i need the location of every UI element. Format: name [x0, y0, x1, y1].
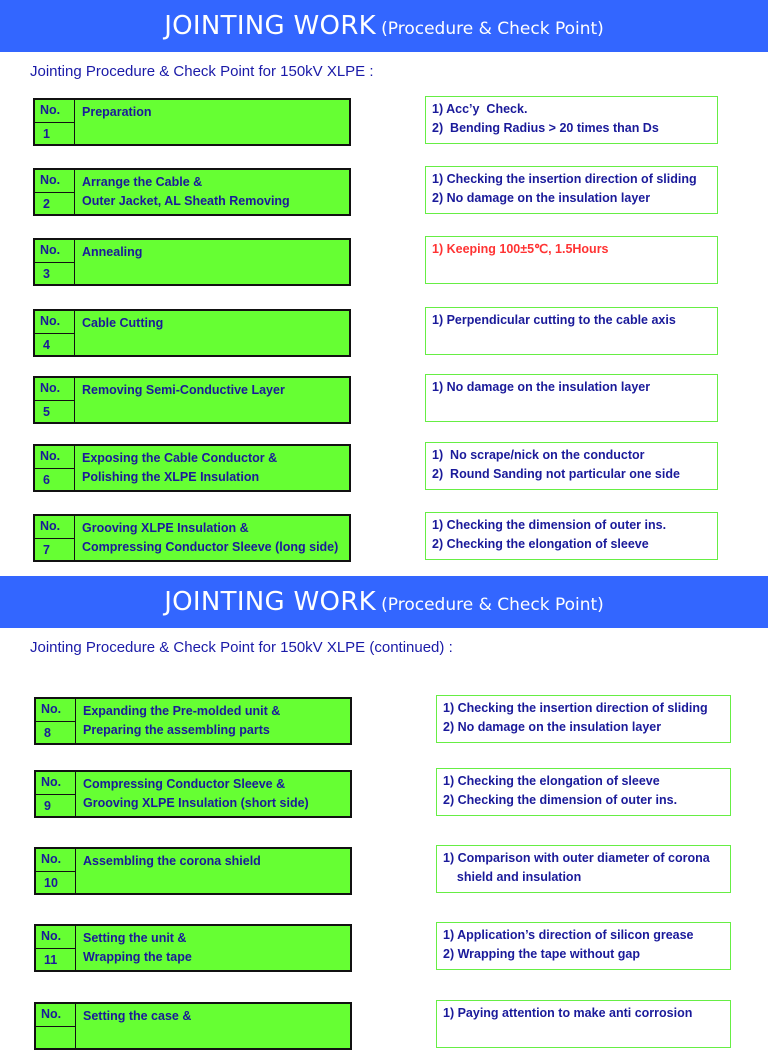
- step-title: [82, 103, 151, 122]
- slide-1-title-sub: (Procedure & Check Point): [381, 19, 604, 39]
- step-number: 4: [43, 338, 50, 352]
- slide-2-title-banner: [0, 576, 768, 628]
- check-point-line: shield and insulation: [443, 870, 582, 884]
- check-point-line: 2) Checking the dimension of outer ins.: [443, 793, 678, 807]
- step-title-line: Polishing the XLPE Insulation: [82, 470, 260, 484]
- check-point-line: 1) Application’s direction of silicon grease: [443, 928, 694, 942]
- step-title-line: Grooving XLPE Insulation (short side): [83, 796, 309, 810]
- check-point-line: 1) No damage on the insulation layer: [432, 380, 651, 394]
- step-number: 10: [44, 876, 58, 890]
- step-title-line: Expanding the Pre-molded unit &: [83, 704, 281, 718]
- slide-1-title-banner: [0, 0, 768, 52]
- slide-2-title-sub: (Procedure & Check Point): [381, 595, 604, 615]
- step-title: [83, 702, 280, 740]
- step-box: [34, 697, 352, 745]
- step-number: 5: [43, 405, 50, 419]
- step-title-line: Removing Semi-Conductive Layer: [82, 383, 285, 397]
- slide-2: [0, 576, 768, 1024]
- check-point-line: 2) No damage on the insulation layer: [432, 191, 651, 205]
- step-title-line: Preparing the assembling parts: [83, 723, 270, 737]
- step-box: [33, 444, 351, 492]
- step-box: [34, 847, 352, 895]
- check-point-line: 1) Checking the dimension of outer ins.: [432, 518, 667, 532]
- step-title-line: Setting the unit &: [83, 931, 187, 945]
- slide-2-title: JOINTING WORK: [164, 587, 377, 617]
- step-title-line: Setting the case &: [83, 1009, 192, 1023]
- step-no-label: No.: [41, 929, 62, 943]
- step-title-line: Compressing Conductor Sleeve &: [83, 777, 286, 791]
- step-number: 6: [43, 473, 50, 487]
- check-point-line: 1) No scrape/nick on the conductor: [432, 448, 645, 462]
- check-point-line: 1) Checking the insertion direction of sliding: [443, 701, 708, 715]
- step-number: 2: [43, 197, 50, 211]
- step-title: [83, 852, 261, 871]
- check-point-box: [436, 1000, 731, 1048]
- step-box: [33, 309, 351, 357]
- step-title-line: Wrapping the tape: [83, 950, 192, 964]
- check-point-line: 2) Checking the elongation of sleeve: [432, 537, 649, 551]
- step-title: [82, 449, 277, 487]
- step-box: [33, 514, 351, 562]
- step-number: 3: [43, 267, 50, 281]
- step-box: [34, 770, 352, 818]
- step-no-label: No.: [41, 1007, 62, 1021]
- slide-1-title: JOINTING WORK: [164, 11, 377, 41]
- step-number: 9: [44, 799, 51, 813]
- step-no-label: No.: [41, 775, 62, 789]
- step-box: [34, 924, 352, 972]
- step-title-line: Annealing: [82, 245, 143, 259]
- step-title-line: Assembling the corona shield: [83, 854, 261, 868]
- check-point-line: 1) Perpendicular cutting to the cable axis: [432, 313, 676, 327]
- check-point-box: [425, 236, 718, 284]
- step-title: [82, 381, 285, 400]
- check-point-box: [425, 166, 718, 214]
- check-point-box: [436, 922, 731, 970]
- step-title: [82, 314, 163, 333]
- check-point-line: 1) Acc’y Check.: [432, 102, 528, 116]
- step-no-label: No.: [40, 519, 61, 533]
- step-no-label: No.: [40, 449, 61, 463]
- step-number: 8: [44, 726, 51, 740]
- check-point-line: 2) Round Sanding not particular one side: [432, 467, 680, 481]
- check-point-box: [436, 768, 731, 816]
- step-number: 7: [43, 543, 50, 557]
- check-point-line: 2) No damage on the insulation layer: [443, 720, 662, 734]
- step-title: [83, 1007, 191, 1026]
- step-box: [33, 168, 351, 216]
- step-title-line: Exposing the Cable Conductor &: [82, 451, 278, 465]
- step-box: [33, 238, 351, 286]
- step-title-line: Outer Jacket, AL Sheath Removing: [82, 194, 290, 208]
- check-point-line: 1) Keeping 100±5℃, 1.5Hours: [432, 242, 609, 256]
- check-point-line: 1) Checking the elongation of sleeve: [443, 774, 660, 788]
- step-title: [82, 173, 290, 211]
- step-title-line: Cable Cutting: [82, 316, 164, 330]
- step-box: [34, 1002, 352, 1050]
- check-point-box: [436, 695, 731, 743]
- slide-1-subtitle: Jointing Procedure & Check Point for 150kV XLPE :: [30, 63, 374, 80]
- check-point-line: 2) Wrapping the tape without gap: [443, 947, 640, 961]
- check-point-box: [425, 442, 718, 490]
- step-no-label: No.: [40, 103, 61, 117]
- step-no-label: No.: [41, 852, 62, 866]
- step-title-line: Arrange the Cable &: [82, 175, 203, 189]
- check-point-line: 1) Paying attention to make anti corrosion: [443, 1006, 693, 1020]
- step-box: [33, 376, 351, 424]
- check-point-box: [425, 307, 718, 355]
- check-point-line: 2) Bending Radius > 20 times than Ds: [432, 121, 659, 135]
- step-title: [82, 243, 142, 262]
- step-title-line: Compressing Conductor Sleeve (long side): [82, 540, 339, 554]
- check-point-box: [425, 96, 718, 144]
- step-title-line: Preparation: [82, 105, 152, 119]
- slide-2-subtitle: Jointing Procedure & Check Point for 150kV XLPE (continued) :: [30, 639, 453, 656]
- step-title: [82, 519, 338, 557]
- step-number: 1: [43, 127, 50, 141]
- step-no-label: No.: [40, 173, 61, 187]
- step-no-label: No.: [40, 243, 61, 257]
- step-no-label: No.: [40, 314, 61, 328]
- step-title: [83, 775, 309, 813]
- step-no-label: No.: [40, 381, 61, 395]
- step-number: 11: [44, 953, 58, 967]
- check-point-box: [425, 512, 718, 560]
- check-point-box: [425, 374, 718, 422]
- step-box: [33, 98, 351, 146]
- step-title: [83, 929, 192, 967]
- step-title-line: Grooving XLPE Insulation &: [82, 521, 249, 535]
- check-point-line: 1) Checking the insertion direction of sliding: [432, 172, 697, 186]
- check-point-box: [436, 845, 731, 893]
- step-no-label: No.: [41, 702, 62, 716]
- check-point-line: 1) Comparison with outer diameter of corona: [443, 851, 710, 865]
